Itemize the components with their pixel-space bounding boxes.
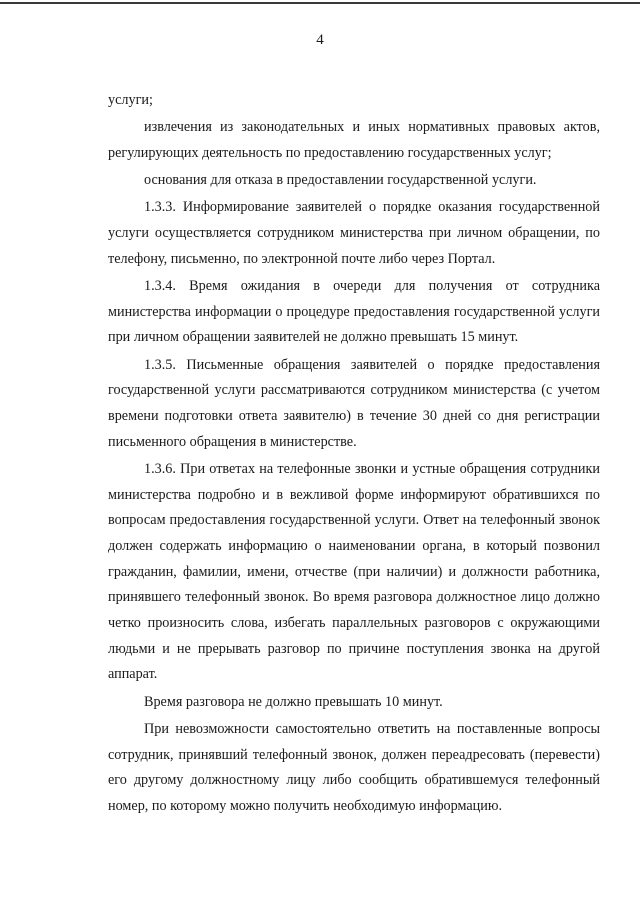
paragraph-call-duration: Время разговора не должно превышать 10 минут. [144, 693, 443, 710]
paragraph-2: извлечения из законодательных и иных нормативных правовых актов, регулирующих деятельность по предоставлению государственных услуг; [108, 119, 600, 161]
paragraph-1-3-4: 1.3.4. Время ожидания в очереди для получения от сотрудника министерства информации о процедуре предоставления государственной услуги при личном обращении заявителей не должно превышать 15 минут. [108, 277, 600, 346]
page-number: 4 [316, 32, 324, 48]
page-top-border [0, 2, 640, 4]
paragraph-redirect: При невозможности самостоятельно ответить на поставленные вопросы сотрудник, принявший телефонный звонок, должен переадресовать (перевести) его другому должностному лицу либо сообщить обратившемуся телефонный номер, по которому можно получить необходимую информацию. [108, 720, 600, 814]
paragraph-3: основания для отказа в предоставлении государственной услуги. [144, 172, 537, 189]
paragraph-1: услуги; [108, 92, 153, 108]
paragraph-1-3-5: 1.3.5. Письменные обращения заявителей о порядке предоставления государственной услуги рассматриваются сотрудником министерства (с учетом времени подготовки ответа заявителю) в течение 30 дней со дня регистрации письменного обращения в министерстве. [108, 356, 600, 450]
paragraph-1-3-3: 1.3.3. Информирование заявителей о порядке оказания государственной услуги осуществляется сотрудником министерства при личном обращении, по телефону, письменно, по электронной почте либо через Портал. [108, 199, 600, 267]
paragraph-1-3-6: 1.3.6. При ответах на телефонные звонки и устные обращения сотрудники министерства подробно и в вежливой форме информируют обратившихся по вопросам предоставления государственной услуги. Ответ на телефонный звонок должен содержать информацию о наименовании органа, в который позвонил гражданин, фамилии, имени, отчестве (при наличии) и должности работника, принявшего телефонный звонок. Во время разговора должностное лицо должно четко произносить слова, избегать параллельных разговоров с окружающими людьми и не прерывать разговор по причине поступления звонка на другой аппарат. [108, 460, 600, 683]
document-body [108, 88, 600, 820]
